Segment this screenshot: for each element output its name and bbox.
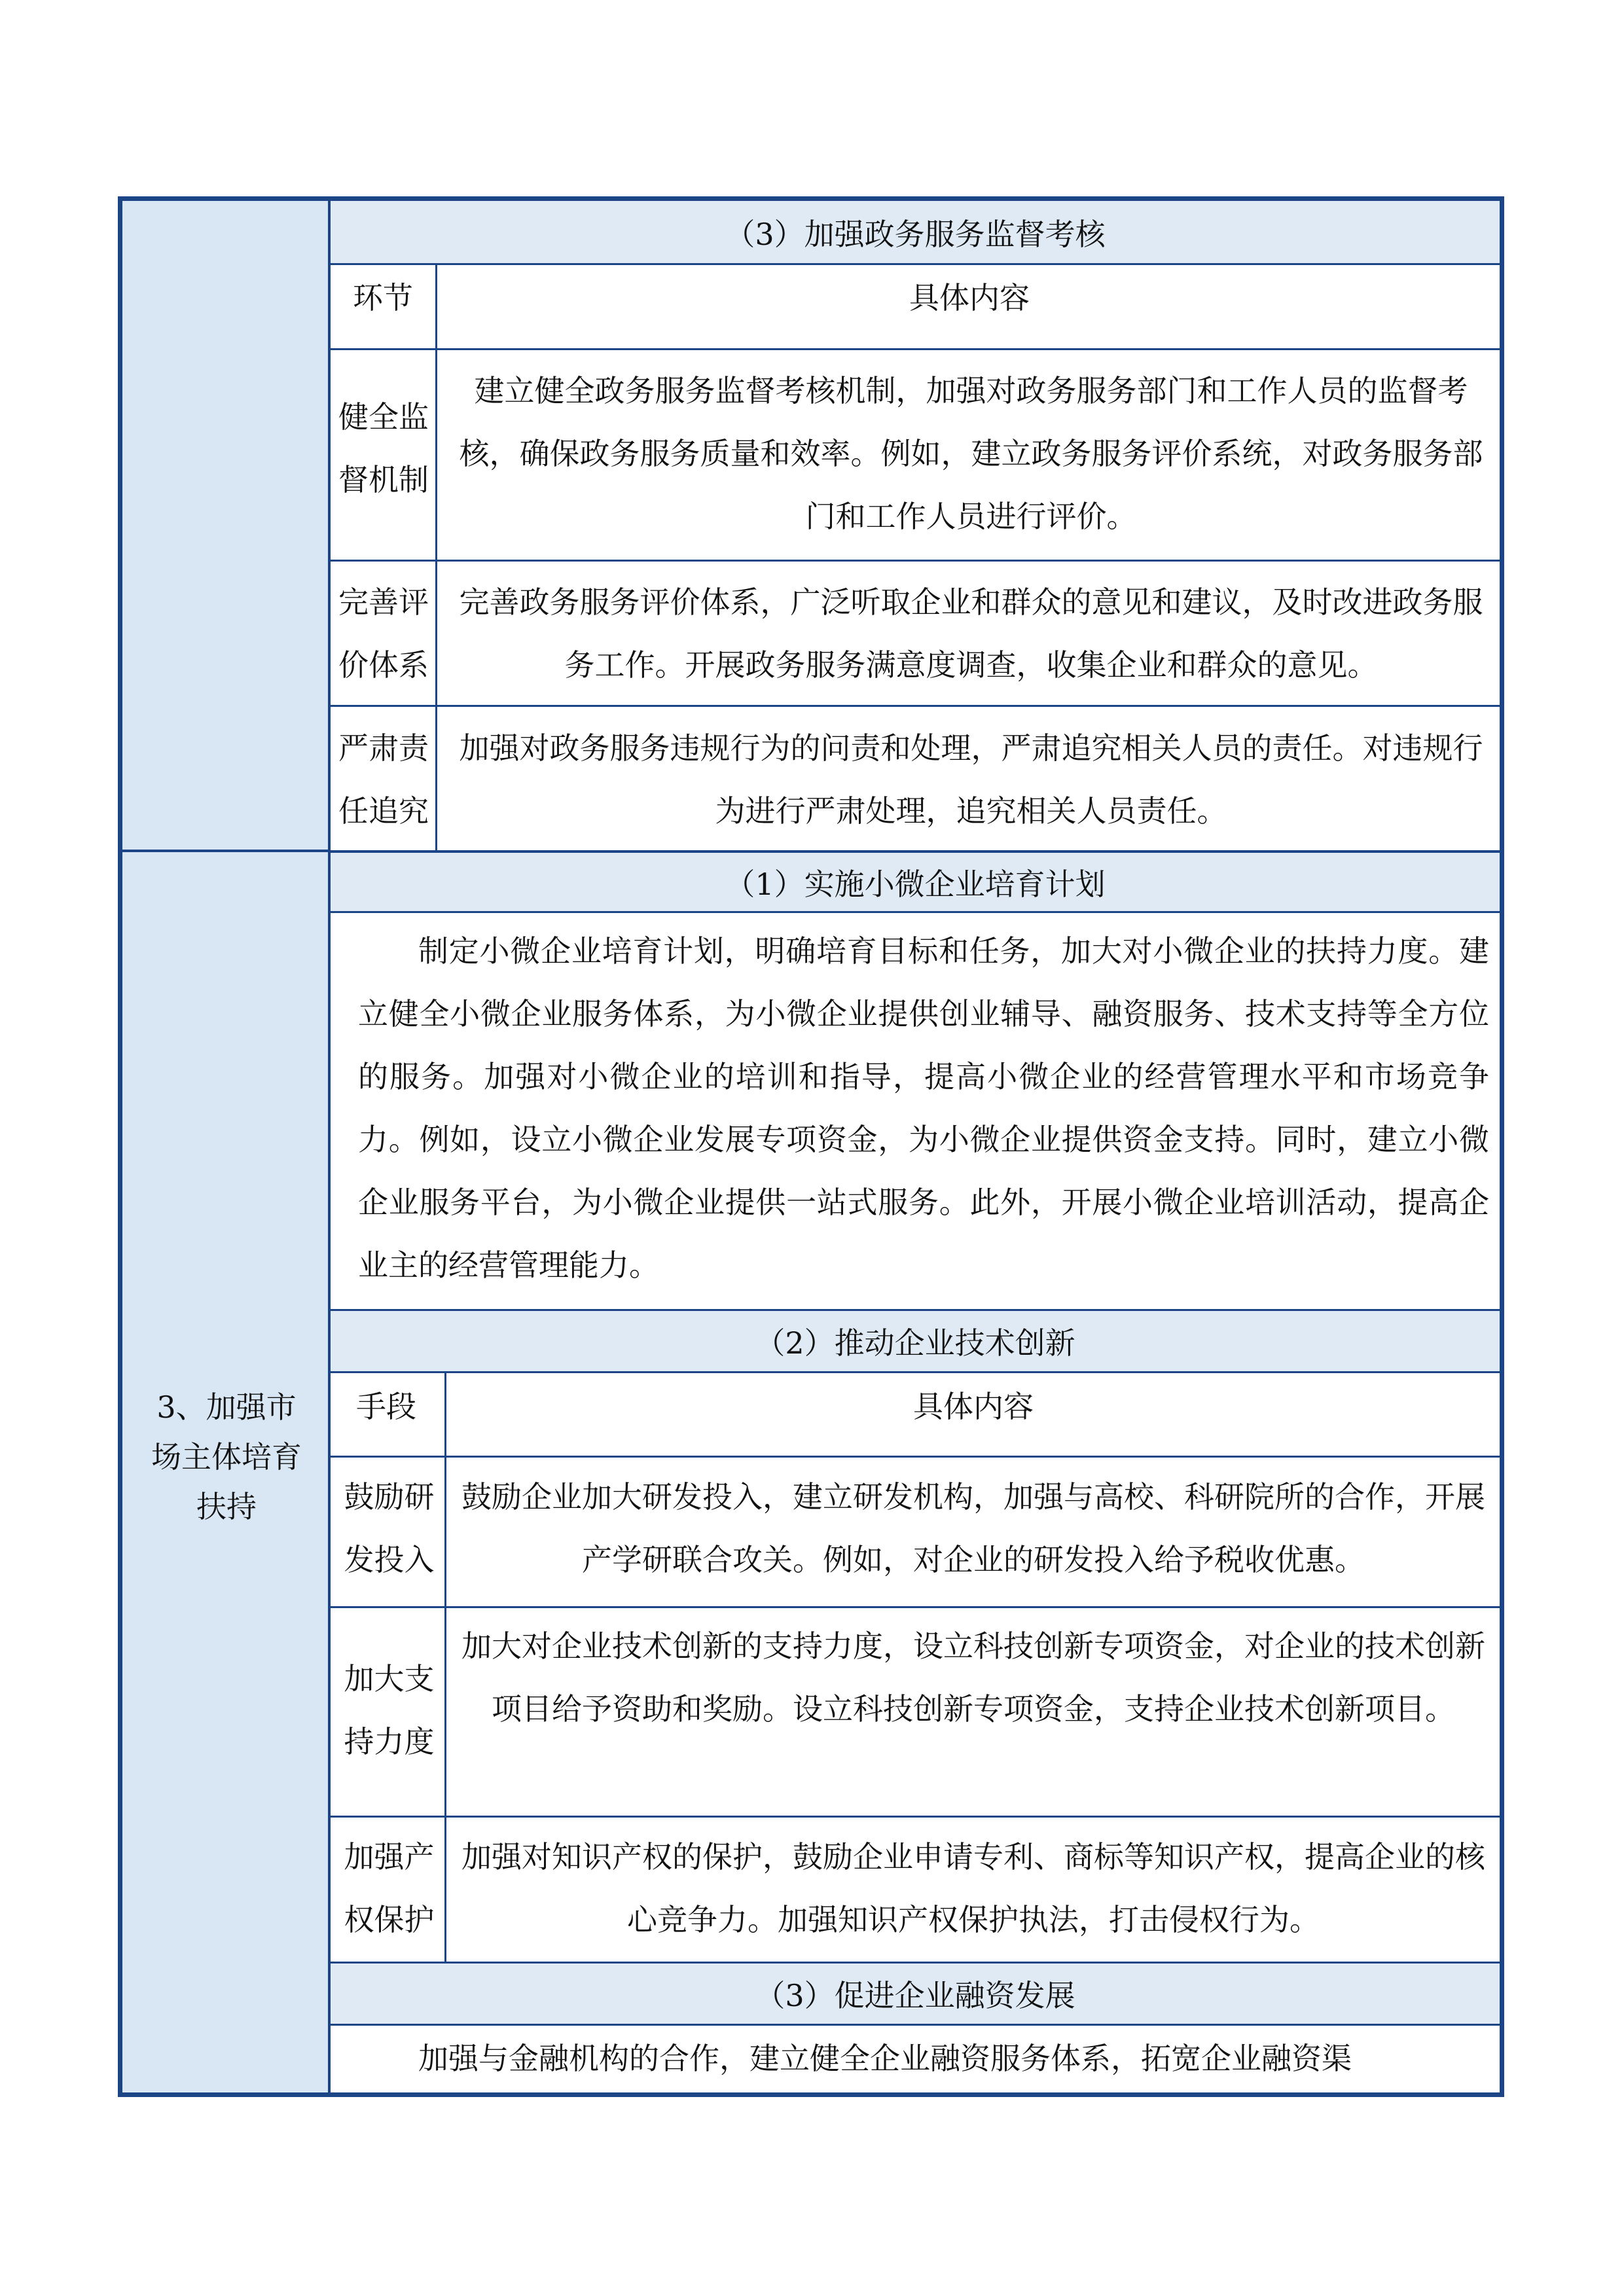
- row-label-support: 加大支持力度: [344, 1661, 435, 1759]
- row-divider: [331, 1816, 1500, 1818]
- col-head-means: 手段: [356, 1389, 416, 1424]
- section-3-label: 3、加强市场主体培育扶持: [151, 1390, 302, 1524]
- col-head-content-2: 具体内容: [913, 1389, 1034, 1424]
- row-text-accountability: 加强对政务服务违规行为的问责和处理，严肃追究相关人员的责任。对违规行为进行严肃处理，追究相关人员责任。: [459, 730, 1483, 829]
- sub3-title: （3）促进企业融资发展: [331, 1964, 1500, 2026]
- row-label-rd: 鼓励研发投入: [344, 1479, 435, 1577]
- sub2-title: （2）推动企业技术创新: [331, 1311, 1500, 1373]
- section-a-title: （3）加强政务服务监督考核: [331, 201, 1500, 265]
- row-text-rd: 鼓励企业加大研发投入，建立研发机构，加强与高校、科研院所的合作，开展产学研联合攻关。例如，对企业的研发投入给予税收优惠。: [461, 1479, 1485, 1577]
- policy-table: [118, 196, 1504, 2097]
- row-divider: [331, 348, 1500, 350]
- col-divider: [444, 1373, 446, 1964]
- row-divider: [331, 705, 1500, 707]
- col-divider: [435, 265, 437, 852]
- row-divider: [331, 560, 1500, 562]
- sub1-title: （1）实施小微企业培育计划: [331, 853, 1500, 913]
- left-cell-section-3: [122, 852, 331, 2092]
- col-head-step: 环节: [353, 280, 413, 315]
- row-divider: [331, 1606, 1500, 1608]
- row-label-accountability: 严肃责任追究: [338, 730, 429, 829]
- col-head-content: 具体内容: [909, 280, 1030, 315]
- row-label-evaluation: 完善评价体系: [338, 584, 429, 683]
- row-divider: [331, 1456, 1500, 1458]
- sub1-paragraph: 制定小微企业培育计划，明确培育目标和任务，加大对小微企业的扶持力度。建立健全小微企业服务体系，为小微企业提供创业辅导、融资服务、技术支持等全方位的服务。加强对小微企业的培训和指导，提高小微企业的经营管理水平和市场竞争力。例如，设立小微企业发展专项资金，为小微企业提供资金支持。同时，建立小微企业服务平台，为小微企业提供一站式服务。此外，开展小微企业培训活动，提高企业主的经营管理能力。: [358, 933, 1489, 1283]
- row-text-support: 加大对企业技术创新的支持力度，设立科技创新专项资金，对企业的技术创新项目给予资助和奖励。设立科技创新专项资金，支持企业技术创新项目。: [461, 1628, 1485, 1727]
- row-text-supervision: 建立健全政务服务监督考核机制，加强对政务服务部门和工作人员的监督考核，确保政务服务质量和效率。例如，建立政务服务评价系统，对政务服务部门和工作人员进行评价。: [459, 373, 1483, 534]
- sub3-paragraph: 加强与金融机构的合作，建立健全企业融资服务体系，拓宽企业融资渠: [418, 2041, 1352, 2076]
- row-text-ip: 加强对知识产权的保护，鼓励企业申请专利、商标等知识产权，提高企业的核心竞争力。加强知识产权保护执法，打击侵权行为。: [461, 1839, 1485, 1937]
- row-label-ip: 加强产权保护: [344, 1839, 435, 1937]
- row-text-evaluation: 完善政务服务评价体系，广泛听取企业和群众的意见和建议，及时改进政务服务工作。开展政务服务满意度调查，收集企业和群众的意见。: [459, 584, 1483, 683]
- row-label-supervision: 健全监督机制: [338, 399, 429, 497]
- left-cell-top: [122, 201, 331, 852]
